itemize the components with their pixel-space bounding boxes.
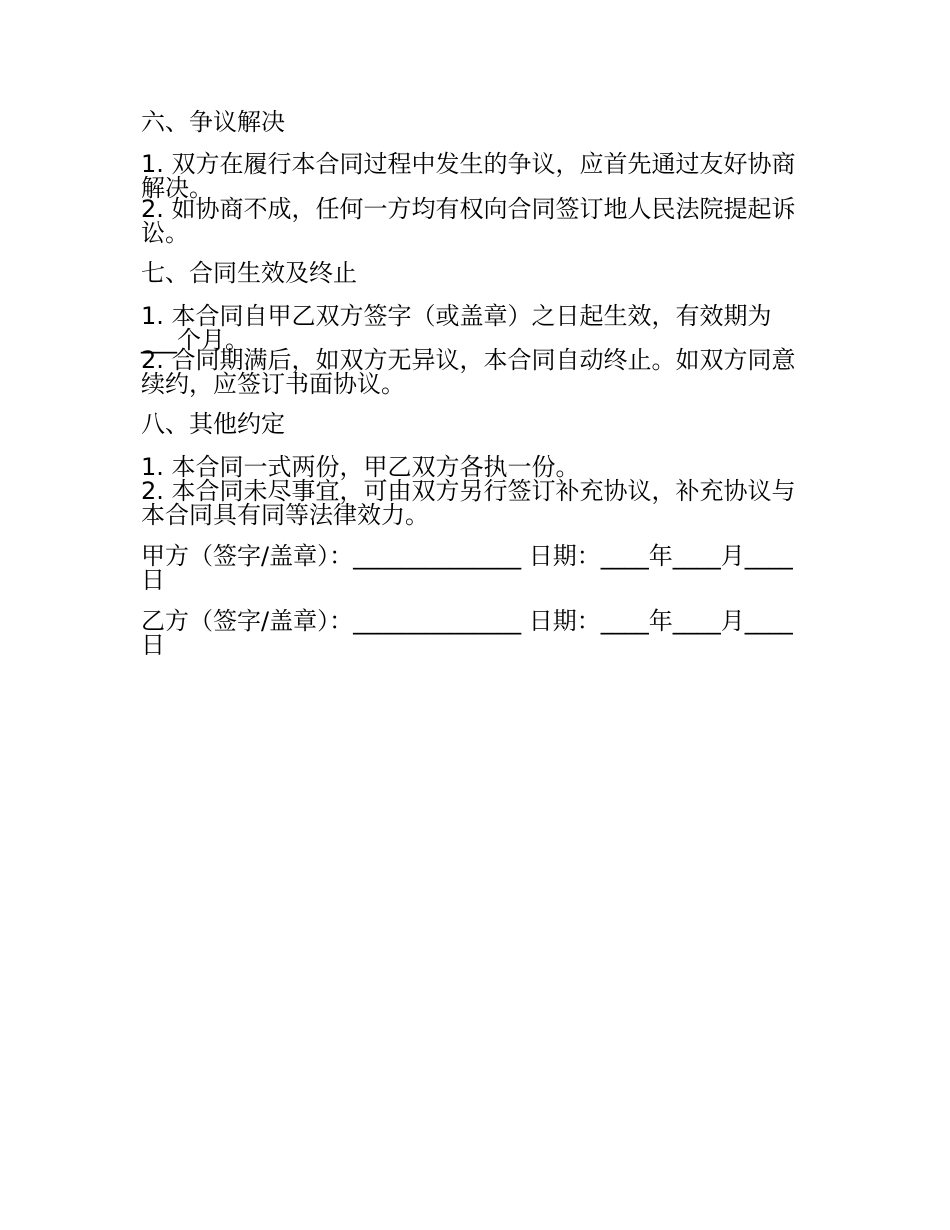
section-heading-other: 八、其他约定 — [141, 410, 285, 438]
signature-party-a: 甲方（签字/盖章）：______________ 日期：____年____月____日 — [141, 542, 793, 594]
clause-other-2: 2. 本合同未尽事宜，可由双方另行签订补充协议，补充协议与本合同具有同等法律效力。 — [141, 477, 796, 529]
clause-dispute-1: 1. 双方在履行本合同过程中发生的争议，应首先通过友好协商解决。 — [141, 150, 796, 202]
section-heading-dispute: 六、争议解决 — [141, 108, 285, 136]
clause-other-1: 1. 本合同一式两份，甲乙双方各执一份。 — [141, 453, 580, 481]
clause-dispute-2: 2. 如协商不成，任何一方均有权向合同签订地人民法院提起诉讼。 — [141, 195, 796, 247]
signature-party-b: 乙方（签字/盖章）：______________ 日期：____年____月____日 — [141, 607, 793, 659]
clause-validity-1: 1. 本合同自甲乙双方签字（或盖章）之日起生效，有效期为___个月。 — [141, 302, 772, 354]
clause-validity-2: 2. 合同期满后，如双方无异议，本合同自动终止。如双方同意续约，应签订书面协议。 — [141, 346, 796, 398]
section-heading-validity: 七、合同生效及终止 — [141, 259, 357, 287]
